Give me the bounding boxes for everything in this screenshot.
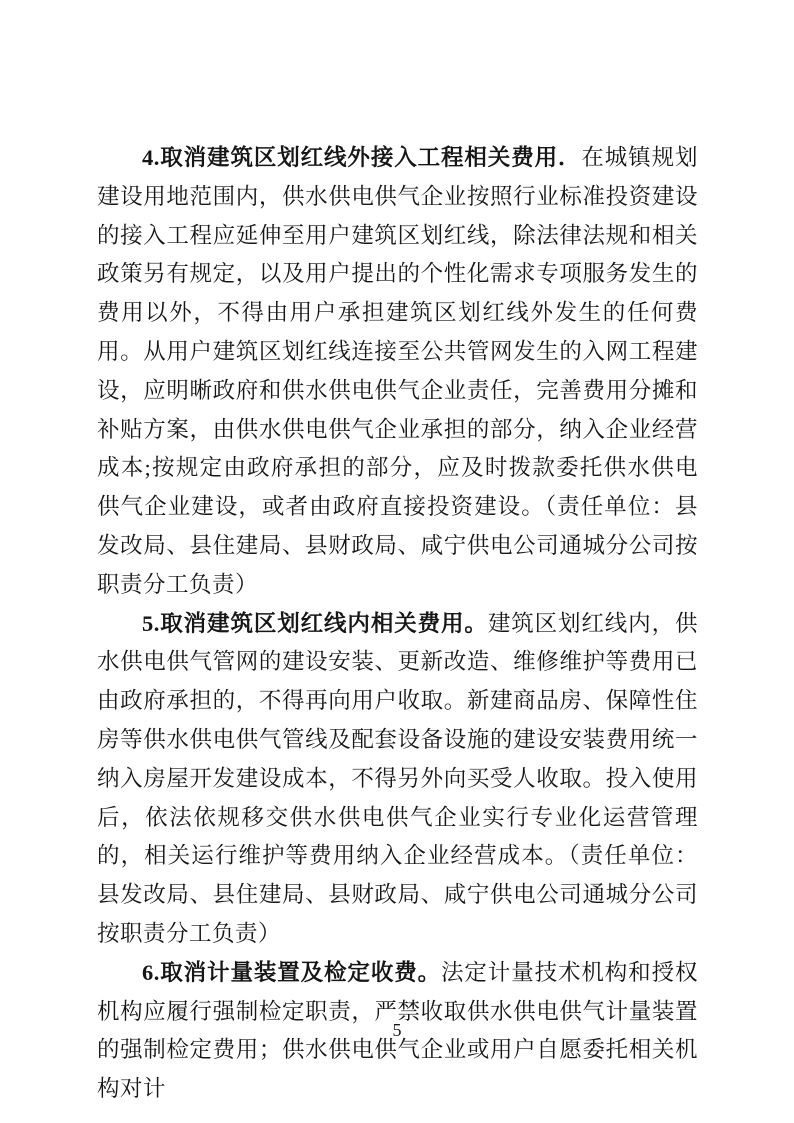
policy-item-4-heading: 4.取消建筑区划红线外接入工程相关费用．: [142, 145, 582, 170]
policy-item-6-body: 法定计量技术机构和授权机构应履行强制检定职责，严禁收取供水供电供气计量装置的强制检定费用；供水供电供气企业或用户自愿委托相关机构对计: [97, 959, 698, 1102]
policy-item-4-responsibility: （责任单位：县发改局、县住建局、县财政局、咸宁供电公司通城分公司按职责分工负责）: [97, 494, 698, 597]
document-body: [97, 139, 698, 1109]
policy-item-5-responsibility: （责任单位：县发改局、县住建局、县财政局、咸宁供电公司通城分公司按职责分工负责）: [97, 843, 698, 946]
policy-item-6-heading: 6.取消计量装置及检定收费。: [142, 959, 442, 985]
policy-item-5: [97, 605, 698, 954]
policy-item-5-body: 建筑区划红线内，供水供电供气管网的建设安装、更新改造、维修维护等费用已由政府承担的，不得再向用户收取。新建商品房、保障性住房等供水供电供气管线及配套设备设施的建设安装费用统一纳入房屋开发建设成本，不得另外向买受人收取。投入使用后，依法依规移交供水供电供气企业实行专业化运营管理的，相关运行维护等费用纳入企业经营成本。: [97, 610, 698, 869]
policy-item-4-body: 在城镇规划建设用地范围内，供水供电供气企业按照行业标准投资建设的接入工程应延伸至用户建筑区划红线，除法律法规和相关政策另有规定，以及用户提出的个性化需求专项服务发生的费用以外，不得由用户承担建筑区划红线外发生的任何费用。从用户建筑区划红线连接至公共管网发生的入网工程建设，应明晰政府和供水供电供气企业责任，完善费用分摊和补贴方案，由供水供电供气企业承担的部分，纳入企业经营成本;按规定由政府承担的部分，应及时拨款委托供水供电供气企业建设，或者由政府直接投资建设。: [97, 145, 698, 520]
policy-item-4: [97, 139, 698, 605]
policy-item-5-heading: 5.取消建筑区划红线内相关费用。: [142, 610, 488, 636]
page-number: 5: [392, 1020, 402, 1040]
